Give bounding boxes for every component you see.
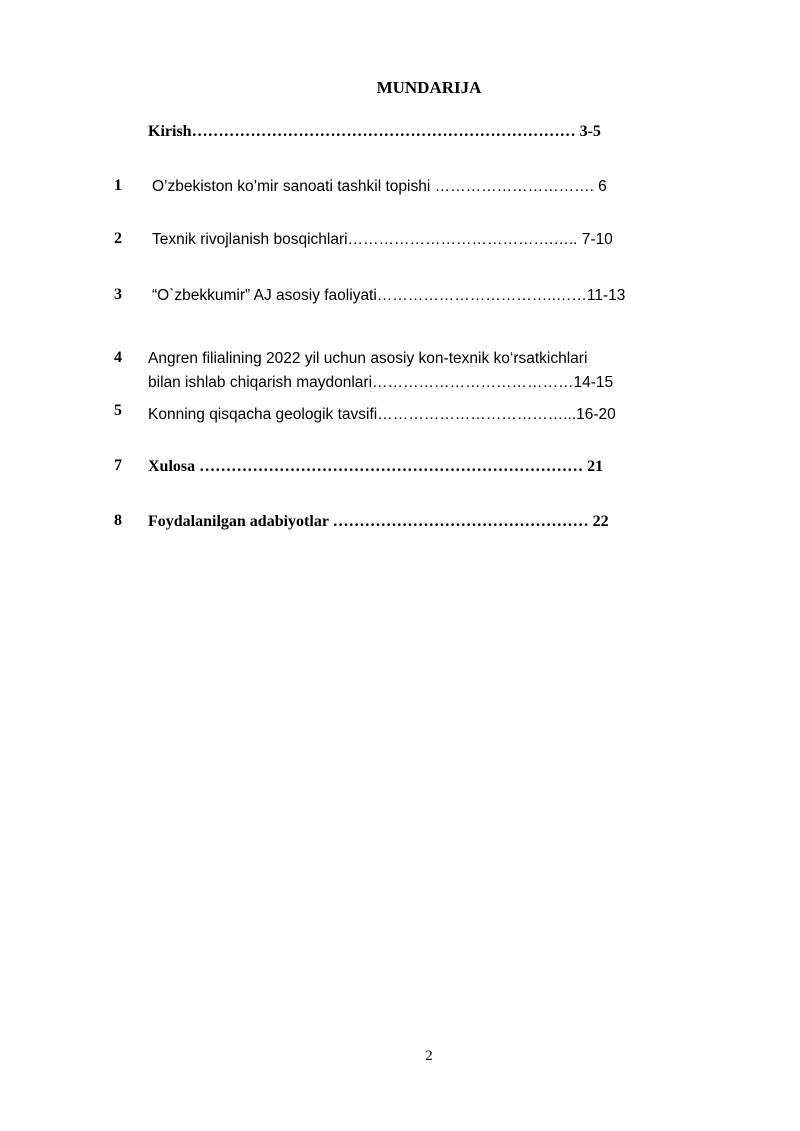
toc-entry-text: Konning qisqacha geologik tavsifi………………………………...16-20 xyxy=(148,406,616,423)
toc-entry-number: 1 xyxy=(114,177,122,194)
toc-entry-number: 5 xyxy=(114,402,122,419)
toc-intro: Kirish……………………………………………………………… 3-5 xyxy=(148,123,601,140)
toc-entry-text-line1: Angren filialining 2022 yil uchun asosiy kon-texnik ko‘rsatkichlari xyxy=(148,350,588,367)
toc-entry-number: 3 xyxy=(114,286,122,303)
toc-entry-number: 7 xyxy=(114,457,122,474)
page-title: MUNDARIJA xyxy=(376,78,482,97)
toc-entry-text: “O`zbekkumir” AJ asosiy faoliyati……………………………..……11-13 xyxy=(152,287,626,304)
toc-entry-number: 8 xyxy=(114,512,122,529)
toc-entry-number: 2 xyxy=(114,230,122,247)
toc-entry-text: O’zbekiston ko’mir sanoati tashkil topishi …………………………. 6 xyxy=(152,178,607,195)
toc-entry-number: 4 xyxy=(114,349,122,366)
toc-entry-text: Foydalanilgan adabiyotlar ………………………………………… 22 xyxy=(148,513,609,530)
toc-entry-text: Xulosa ……………………………………………………………… 21 xyxy=(148,458,604,475)
page-number: 2 xyxy=(425,1048,433,1064)
toc-entry-text-line2: bilan ishlab chiqarish maydonlari…………………………………14-15 xyxy=(148,374,614,391)
toc-entry-text: Texnik rivojlanish bosqichlari………………………………….….. 7-10 xyxy=(152,231,613,248)
